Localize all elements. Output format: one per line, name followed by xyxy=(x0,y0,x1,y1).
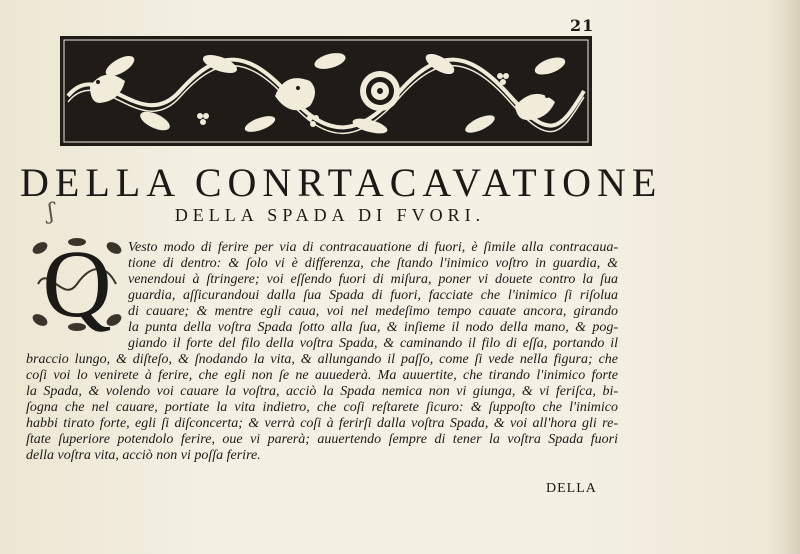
body-line: habbi tirato forte, egli ſi diſconcerta; & verrà coſi à ferirſi dalla voſtra Spada, & voi all'hora gli re- xyxy=(26,416,618,431)
body-line: coſi voi lo venirete à ferire, che egli non ſe ne auuederà. Ma auuertite, che tirando l'inimico forte xyxy=(26,368,618,383)
body-line: guardia, aſſicurandoui dalla ſua Spada di fuori, facciate che l'inimico ſi riſolua xyxy=(128,288,618,303)
body-line: venendoui à ſtringere; voi eſſendo fuori di miſura, poner vi douete contro la ſua xyxy=(128,272,618,287)
drop-cap-letter: Q xyxy=(42,230,112,337)
chapter-subtitle: DELLA SPADA DI FVORI. xyxy=(174,205,486,225)
page-number: 21 xyxy=(570,16,595,35)
body-line: ſtate ſuperiore potendolo ferire, oue vi parerà; auuertendo ſempre di tener la voſtra Spada fuori xyxy=(26,432,618,447)
body-line: la punta della voſtra Spada ſotto alla ſua, & inſieme il nodo della mano, & pog- xyxy=(128,320,618,335)
woodcut-headpiece-ornament xyxy=(60,36,592,146)
decorated-initial xyxy=(28,230,126,337)
body-line-last: della voſtra vita, acciò non vi poſſa ferire. xyxy=(26,448,261,463)
body-line: la Spada, & volendo voi cauare la voſtra, acciò la Spada nemica non vi giunga, & vi feriſca, bi- xyxy=(26,384,618,399)
chapter-title: DELLA CONRTACAVATIONE xyxy=(20,160,663,205)
body-line: di cauare; & mentre egli caua, voi nel medeſimo tempo cauate ancora, girando xyxy=(128,304,618,319)
body-line: ſogna che nel cauare, portiate la vita indietro, che coſi reſtarete ſicuro: & ſuppoſto che l'inimico xyxy=(26,400,618,415)
body-line: Vesto modo di ferire per via di contracauatione di fuori, è ſimile alla contracaua- xyxy=(128,240,618,255)
body-line: tione di dentro: & ſolo vi è differenza, che ſtando l'inimico voſtro in guardia, & xyxy=(128,256,618,271)
body-line: braccio lungo, & diſteſo, & ſnodando la vita, & allungando il paſſo, come ſi vede nella figura; che xyxy=(26,352,618,367)
initial-vine-ornament xyxy=(28,230,126,337)
margin-mark: ʃ xyxy=(48,200,54,225)
body-line: giando il forte del filo della voſtra Spada, & caminando il filo di eſſa, portando il xyxy=(128,336,618,351)
catchword: DELLA xyxy=(546,481,597,496)
